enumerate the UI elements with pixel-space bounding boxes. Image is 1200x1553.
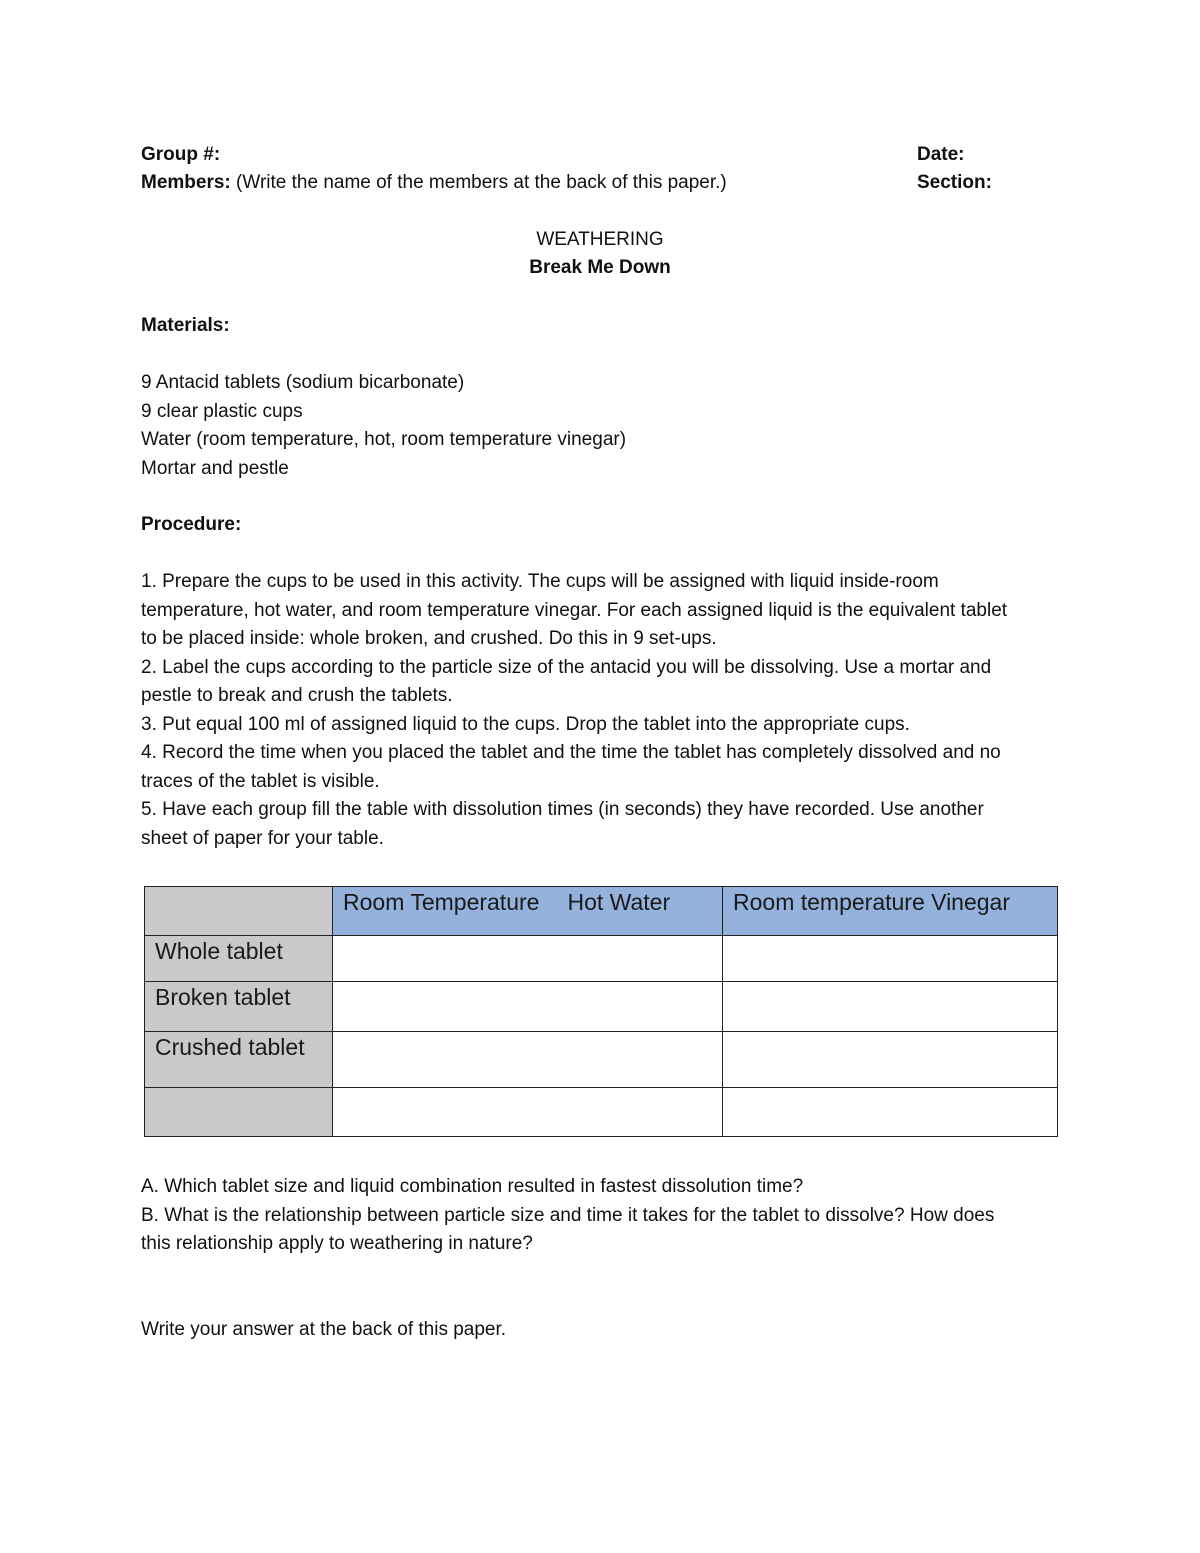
procedure-line: 2. Label the cups according to the particle size of the antacid you will be dissolving. Use a mortar and: [141, 656, 992, 678]
table-row: [145, 1088, 1058, 1137]
table-header-row: [145, 887, 1058, 936]
materials-item: 9 Antacid tablets (sodium bicarbonate): [141, 372, 465, 393]
table-corner-cell: [145, 887, 333, 936]
question-line: B. What is the relationship between particle size and time it takes for the tablet to dissolve? How does: [141, 1204, 995, 1226]
materials-list: [141, 369, 1061, 483]
header-vinegar: Room temperature Vinegar: [733, 889, 1010, 915]
header-room-temperature: Room Temperature: [343, 889, 540, 915]
procedure-line: traces of the tablet is visible.: [141, 770, 380, 792]
table-input-cell[interactable]: [333, 1088, 723, 1137]
row-label: Crushed tablet: [145, 1032, 333, 1088]
table-row: [145, 1032, 1058, 1088]
members-note: (Write the name of the members at the back of this paper.): [236, 172, 727, 193]
row-label: Broken tablet: [145, 982, 333, 1032]
table-input-cell[interactable]: [723, 936, 1058, 982]
materials-heading: Materials:: [141, 315, 230, 336]
procedure-line: 4. Record the time when you placed the tablet and the time the tablet has completely dissolved and no: [141, 742, 1001, 763]
table-header-cell: [333, 887, 723, 936]
section-label: Section:: [917, 172, 992, 193]
table-row: [145, 936, 1058, 982]
procedure-line: sheet of paper for your table.: [141, 827, 384, 849]
date-label: Date:: [917, 144, 965, 165]
procedure-line: to be placed inside: whole broken, and crushed. Do this in 9 set-ups.: [141, 628, 717, 649]
questions: [141, 1173, 1061, 1259]
members-label: Members:: [141, 172, 231, 193]
procedure-line: 3. Put equal 100 ml of assigned liquid to the cups. Drop the tablet into the appropriate cups.: [141, 713, 910, 735]
table-input-cell[interactable]: [333, 1032, 723, 1088]
question-line: this relationship apply to weathering in nature?: [141, 1233, 533, 1254]
table-input-cell[interactable]: [333, 936, 723, 982]
dissolution-table: [144, 886, 1058, 1137]
table-input-cell[interactable]: [333, 982, 723, 1032]
table-header-cell: [723, 887, 1058, 936]
procedure-heading: Procedure:: [141, 514, 242, 535]
table-input-cell[interactable]: [723, 1088, 1058, 1137]
procedure-line: temperature, hot water, and room temperature vinegar. For each assigned liquid is the equivalent tablet: [141, 599, 1008, 621]
procedure-steps: [141, 568, 1061, 853]
materials-item: Water (room temperature, hot, room temperature vinegar): [141, 429, 627, 450]
question-line: A. Which tablet size and liquid combination resulted in fastest dissolution time?: [141, 1176, 804, 1197]
materials-item: 9 clear plastic cups: [141, 400, 303, 422]
header-hot-water: Hot Water: [567, 889, 671, 915]
procedure-line: 5. Have each group fill the table with dissolution times (in seconds) they have recorded. Use another: [141, 799, 984, 820]
group-label: Group #:: [141, 144, 221, 165]
page-subtitle: Break Me Down: [529, 257, 671, 278]
table-input-cell[interactable]: [723, 982, 1058, 1032]
table-row: [145, 982, 1058, 1032]
table-input-cell[interactable]: [723, 1032, 1058, 1088]
materials-item: Mortar and pestle: [141, 457, 289, 479]
row-label: Whole tablet: [145, 936, 333, 982]
page-title: WEATHERING: [536, 229, 664, 250]
procedure-line: pestle to break and crush the tablets.: [141, 685, 453, 706]
row-label: [145, 1088, 333, 1137]
members-line: [141, 169, 727, 197]
footer-note: Write your answer at the back of this paper.: [141, 1319, 507, 1340]
procedure-line: 1. Prepare the cups to be used in this activity. The cups will be assigned with liquid inside-room: [141, 571, 939, 592]
